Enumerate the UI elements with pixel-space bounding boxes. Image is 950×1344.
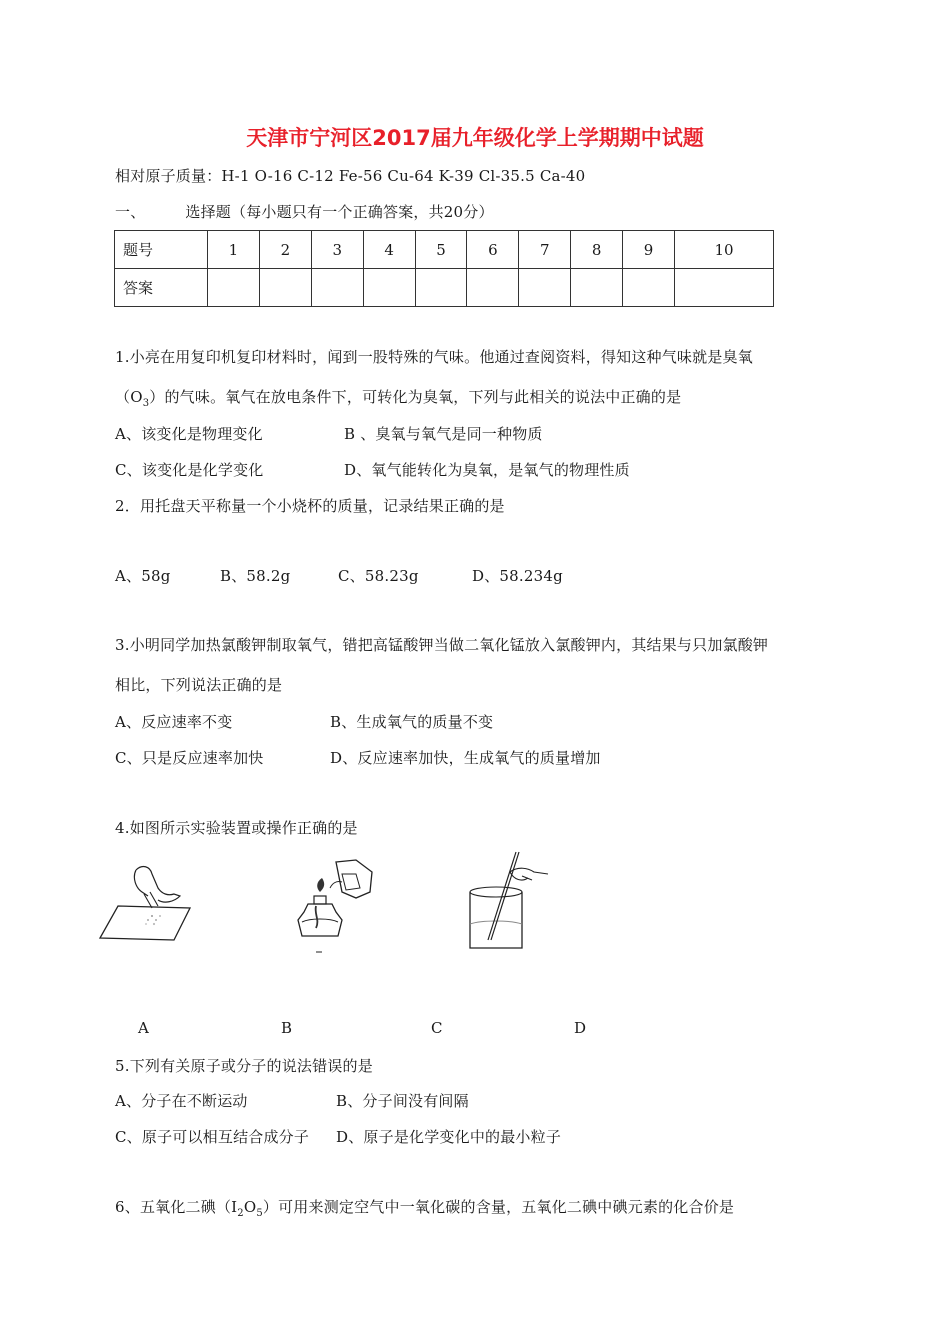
q2-option-b[interactable]: B、58.2g [220, 567, 291, 585]
answer-cell[interactable] [623, 269, 675, 307]
q1-option-d[interactable]: D、氧气能转化为臭氧，是氧气的物理性质 [344, 461, 630, 479]
answer-cell[interactable] [519, 269, 571, 307]
q6-stem-mid: O [243, 1198, 257, 1216]
q1-stem-post: ）的气味。氧气在放电条件下，可转化为臭氧，下列与此相关的说法中正确的是 [149, 388, 682, 406]
answer-cell[interactable] [571, 269, 623, 307]
answer-table-number: 5 [415, 231, 467, 269]
answer-table-row-label: 题号 [115, 231, 208, 269]
q3-option-d[interactable]: D、反应速率加快，生成氧气的质量增加 [330, 749, 601, 767]
answer-table-number: 1 [208, 231, 260, 269]
atomic-masses: 相对原子质量：H-1 O-16 C-12 Fe-56 Cu-64 K-39 Cl-35.5 Ca-40 [115, 167, 586, 185]
answer-table-number: 6 [467, 231, 519, 269]
q3-stem-line2: 相比，下列说法正确的是 [115, 676, 283, 694]
q5-option-c[interactable]: C、原子可以相互结合成分子 [115, 1128, 310, 1146]
q3-option-a[interactable]: A、反应速率不变 [115, 713, 233, 731]
answer-table-number-row [115, 231, 774, 269]
q2-option-d[interactable]: D、58.234g [472, 567, 563, 585]
answer-table-number: 8 [571, 231, 623, 269]
q5-option-d[interactable]: D、原子是化学变化中的最小粒子 [336, 1128, 562, 1146]
q5-stem: 5.下列有关原子或分子的说法错误的是 [115, 1057, 373, 1075]
answer-table-number: 9 [623, 231, 675, 269]
figure-a-hand-dropper [98, 862, 198, 944]
q1-option-c[interactable]: C、该变化是化学变化 [115, 461, 264, 479]
page-title: 天津市宁河区2017届九年级化学上学期期中试题 [246, 126, 704, 150]
q4-label-d[interactable]: D [574, 1019, 587, 1037]
q2-option-c[interactable]: C、58.23g [338, 567, 419, 585]
q6-stem-pre: 6、五氧化二碘（I [115, 1198, 238, 1216]
q4-label-c[interactable]: C [431, 1019, 443, 1037]
answer-cell[interactable] [208, 269, 260, 307]
q1-option-b[interactable]: B 、臭氧与氧气是同一种物质 [344, 425, 543, 443]
section-number: 一、 [115, 203, 146, 221]
answer-table [114, 230, 774, 307]
q4-stem: 4.如图所示实验装置或操作正确的是 [115, 819, 358, 837]
q6-subscript-1: 2 [237, 1208, 244, 1219]
q5-option-a[interactable]: A、分子在不断运动 [115, 1092, 248, 1110]
answer-table-number: 3 [311, 231, 363, 269]
q1-stem-line2 [115, 386, 681, 409]
q6-stem-post: ）可用来测定空气中一氧化碳的含量，五氧化二碘中碘元素的化合价是 [262, 1198, 735, 1216]
q4-label-a[interactable]: A [138, 1019, 149, 1037]
answer-cell[interactable] [363, 269, 415, 307]
q3-option-b[interactable]: B、生成氧气的质量不变 [330, 713, 494, 731]
q3-option-c[interactable]: C、只是反应速率加快 [115, 749, 264, 767]
q6-subscript-2: 5 [256, 1208, 263, 1219]
figure-c-beaker-stirring [462, 848, 552, 952]
q6-stem [115, 1196, 734, 1219]
figure-b-alcohol-lamps [286, 858, 378, 958]
q1-subscript: 3 [142, 398, 150, 409]
q2-stem: 2．用托盘天平称量一个小烧杯的质量，记录结果正确的是 [115, 497, 505, 515]
q4-label-b[interactable]: B [281, 1019, 293, 1037]
answer-cell[interactable] [415, 269, 467, 307]
answer-table-number: 4 [363, 231, 415, 269]
answer-cell[interactable] [311, 269, 363, 307]
answer-table-row-label: 答案 [115, 269, 208, 307]
q2-option-a[interactable]: A、58g [115, 567, 171, 585]
answer-table-answer-row [115, 269, 774, 307]
answer-table-number: 7 [519, 231, 571, 269]
section-heading [115, 201, 494, 222]
answer-cell[interactable] [259, 269, 311, 307]
section-title: 选择题（每小题只有一个正确答案，共20分） [185, 203, 494, 221]
q1-stem-pre: （O [115, 388, 143, 406]
q3-stem-line1: 3.小明同学加热氯酸钾制取氧气，错把高锰酸钾当做二氧化锰放入氯酸钾内，其结果与只加氯酸钾 [115, 636, 769, 654]
answer-cell[interactable] [675, 269, 774, 307]
q1-option-a[interactable]: A、该变化是物理变化 [115, 425, 263, 443]
answer-table-number: 10 [675, 231, 774, 269]
answer-cell[interactable] [467, 269, 519, 307]
q5-option-b[interactable]: B、分子间没有间隔 [336, 1092, 469, 1110]
answer-table-number: 2 [259, 231, 311, 269]
q1-stem-line1: 1.小亮在用复印机复印材料时，闻到一股特殊的气味。他通过查阅资料，得知这种气味就是臭氧 [115, 348, 753, 366]
